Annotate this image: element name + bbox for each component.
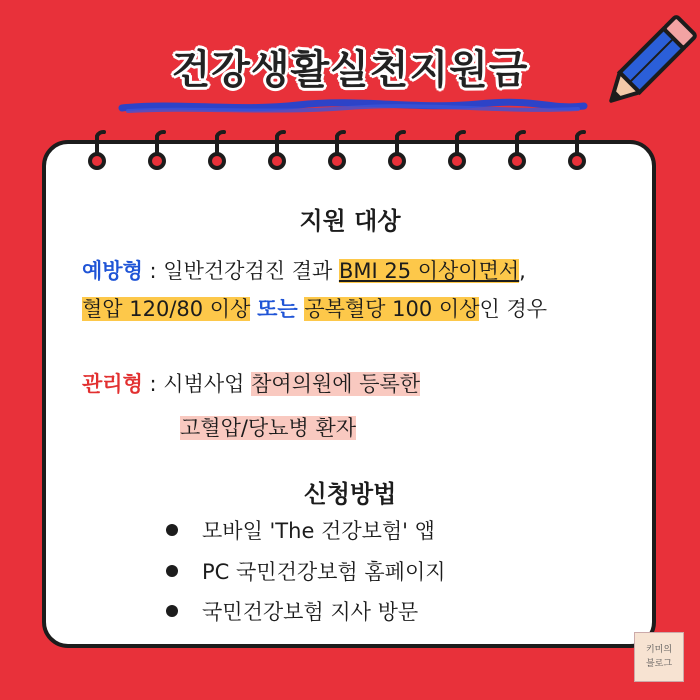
bullet-icon	[166, 605, 178, 617]
prevent-highlight-bmi: BMI 25 이상이면서	[338, 259, 520, 283]
manage-highlight-clinic: 참여의원에 등록한	[251, 372, 421, 396]
binder-ring-icon	[144, 128, 170, 176]
pencil-icon	[596, 12, 700, 116]
binder-ring-icon	[444, 128, 470, 176]
apply-section-title: 신청방법	[303, 480, 397, 508]
apply-list-item	[166, 556, 446, 586]
prevent-line-1	[82, 255, 526, 285]
badge-line-1: 키미의	[645, 645, 673, 655]
apply-item-label: PC 국민건강보험 홈페이지	[202, 560, 446, 584]
prevent-label: 예방형	[82, 259, 143, 283]
manage-label: 관리형	[82, 372, 143, 396]
scribble-underline	[118, 96, 588, 118]
prevent-text: 일반건강검진 결과	[163, 259, 339, 283]
manage-text: 시범사업	[163, 372, 252, 396]
bullet-icon	[166, 565, 178, 577]
prevent-tail: 인 경우	[479, 297, 548, 321]
binder-ring-icon	[504, 128, 530, 176]
target-section-title: 지원 대상	[299, 207, 401, 235]
prevent-sep: :	[142, 259, 164, 283]
binder-ring-icon	[324, 128, 350, 176]
apply-list-item	[166, 596, 418, 626]
manage-highlight-patient: 고혈압/당뇨병 환자	[180, 416, 357, 440]
apply-list-item	[166, 515, 435, 545]
apply-item-label: 국민건강보험 지사 방문	[202, 600, 419, 624]
prevent-line-2	[82, 293, 547, 323]
prevent-or: 또는	[257, 297, 298, 321]
apply-item-label: 모바일 'The 건강보험' 앱	[202, 519, 435, 543]
prevent-highlight-glucose: 공복혈당 100 이상	[304, 297, 480, 321]
manage-line-2	[180, 412, 356, 442]
page-title: 건강생활실천지원금	[171, 47, 529, 93]
prevent-highlight-bp: 혈압 120/80 이상	[82, 297, 251, 321]
manage-line-1	[82, 368, 420, 398]
bullet-icon	[166, 524, 178, 536]
binder-ring-icon	[564, 128, 590, 176]
binder-ring-icon	[204, 128, 230, 176]
binder-ring-icon	[384, 128, 410, 176]
manage-sep: :	[142, 372, 164, 396]
binder-ring-icon	[84, 128, 110, 176]
blog-badge	[634, 632, 684, 682]
badge-line-2: 블로그	[645, 659, 673, 669]
binder-ring-icon	[264, 128, 290, 176]
prevent-comma: ,	[519, 259, 526, 283]
